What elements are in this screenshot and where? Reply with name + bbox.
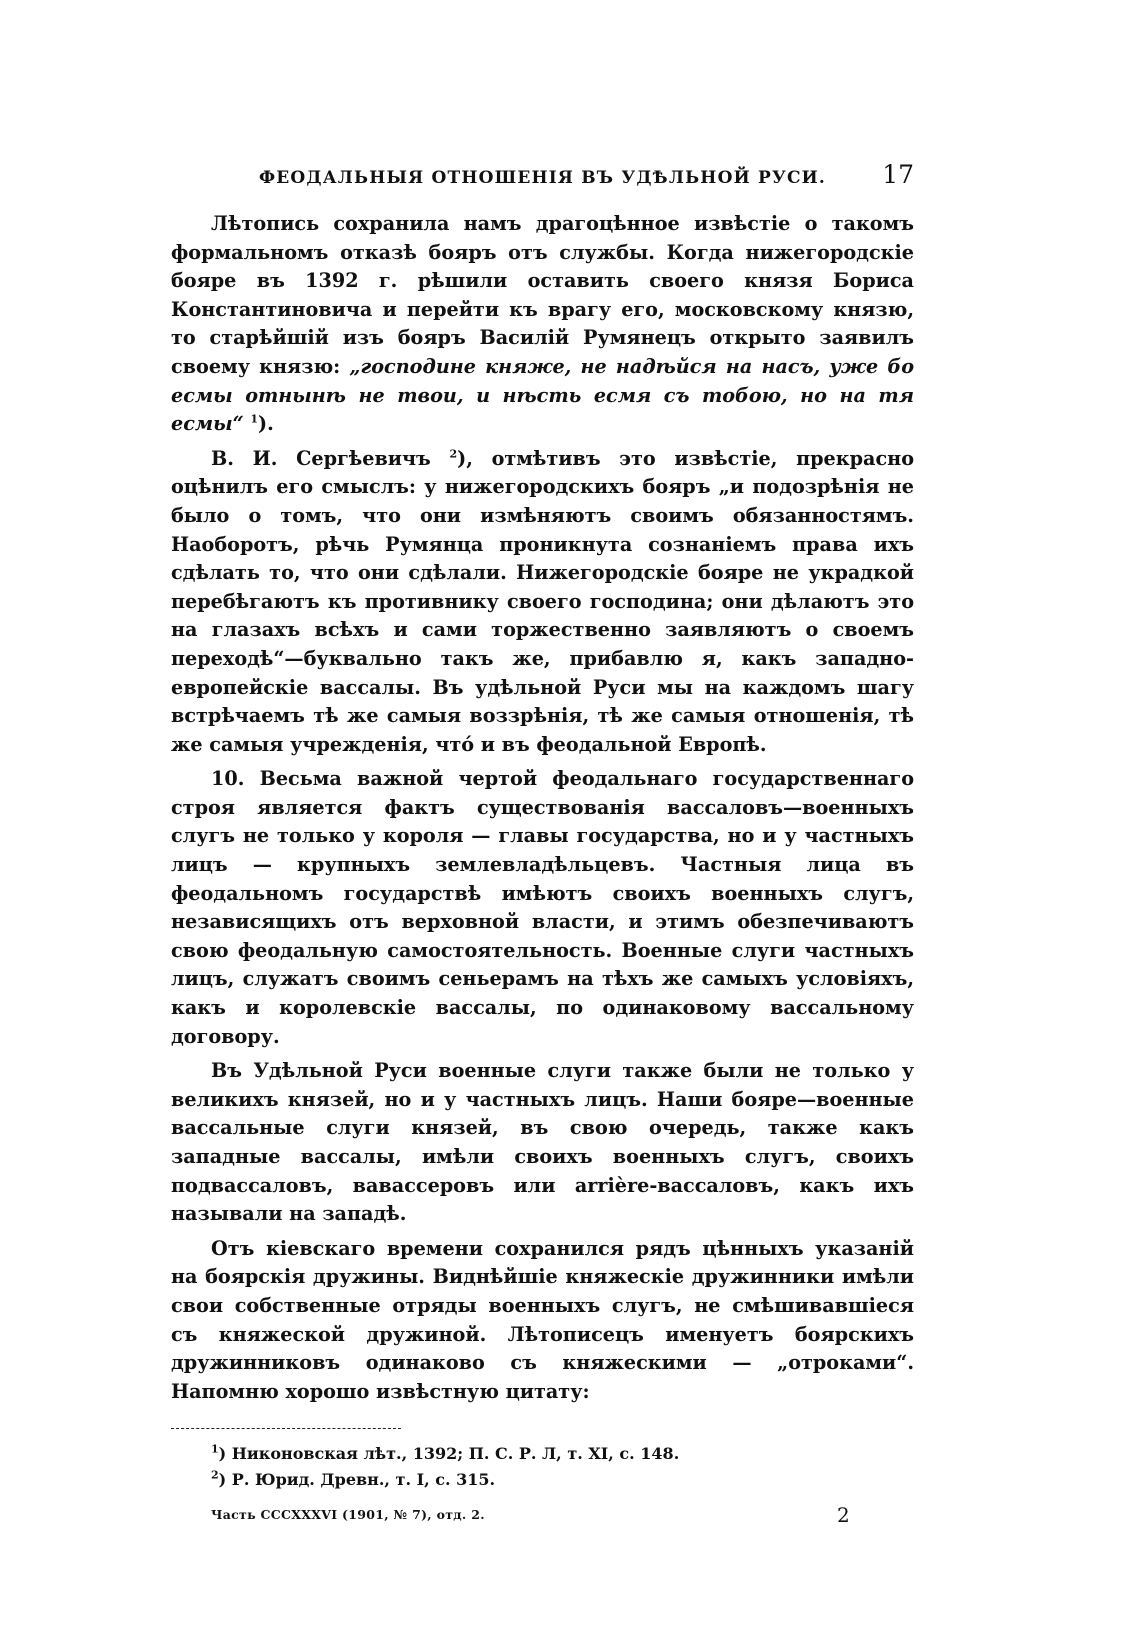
- book-page: [171, 160, 914, 1529]
- printer-signature: Часть CCCXXXVI (1901, № 7), отд. 2.: [211, 1507, 485, 1523]
- page-number: 17: [882, 160, 914, 189]
- paragraph-chronicle: [171, 210, 914, 439]
- signature-line: [171, 1503, 914, 1529]
- boyar-quote: „господине княже, не надѣйся на насъ, уже бо есмы отнынѣ не твои, и нѣсть есмя съ тобою, но на тя есмы“: [171, 354, 914, 436]
- footnote-ref-2: 2: [449, 447, 458, 461]
- paragraph-sergeevich-lead: В. И. Сергѣевичъ: [211, 446, 450, 470]
- footnote-text-2: ) Р. Юрид. Древн., т. I, с. 315.: [218, 1470, 496, 1490]
- footnote-text-1: ) Никоновская лѣт., 1392; П. С. Р. Л, т. XI, с. 148.: [218, 1444, 680, 1464]
- page-header: [171, 160, 914, 204]
- footnote-divider: [171, 1428, 401, 1429]
- footnote-mark-1: 1: [211, 1443, 219, 1457]
- paragraph-section-10: 10. Весьма важной чертой феодальнаго государственнаго строя является фактъ существованія вассаловъ—военныхъ слугъ не только у короля — главы государства, но и у частныхъ лицъ — крупныхъ землевладѣльцевъ. Частныя лица въ феодальномъ государствѣ имѣютъ своихъ военныхъ слугъ, независящихъ отъ верховной власти, и этимъ обезпечиваютъ свою феодальную самостоятельность. Военные слуги частныхъ лицъ, служатъ своимъ сеньерамъ на тѣхъ же самыхъ условіяхъ, какъ и королевскіе вассалы, по одинаковому вассальному договору.: [171, 767, 914, 1048]
- body-text: [171, 210, 914, 1406]
- footnote-1: [211, 1441, 914, 1467]
- footnote-mark-2: 2: [211, 1469, 219, 1483]
- paragraph-chronicle-end: ).: [258, 412, 274, 436]
- paragraph-kievan-period: Отъ кіевскаго времени сохранился рядъ цѣнныхъ указаній на боярскія дружины. Виднѣйшіе княжескіе дружинники имѣли свои собственные отряды военныхъ слугъ, не смѣшивавшіеся съ княжеской дружиной. Лѣтописецъ именуетъ боярскихъ дружинниковъ одинаково съ княжескими — „отроками“. Напомню хорошо извѣстную цитату:: [171, 1236, 914, 1403]
- paragraph-appanage-rus: Въ Удѣльной Руси военные слуги также были не только у великихъ князей, но и у частныхъ лицъ. Наши бояре—военные вассальные слуги князей, въ свою очередь, также какъ западные вассалы, имѣли своихъ военныхъ слугъ, своихъ подвассаловъ, вавассеровъ или arrière-вассаловъ, какъ ихъ называли на западѣ.: [171, 1059, 914, 1226]
- footnote-ref-1: 1: [250, 412, 259, 426]
- sheet-number: 2: [837, 1503, 850, 1528]
- paragraph-sergeevich-text: ), отмѣтивъ это извѣстіе, прекрасно оцѣнилъ его смыслъ: у нижегородскихъ бояръ „и подозрѣнія не было о томъ, что они измѣняютъ своимъ обязанностямъ. Наоборотъ, рѣчь Румянца проникнута сознаніемъ права ихъ сдѣлать то, что они сдѣлали. Нижегородскіе бояре не украдкой перебѣгаютъ къ противнику своего господина; они дѣлаютъ это на глазахъ всѣхъ и сами торжественно заявляютъ о своемъ переходѣ“—буквально такъ же, прибавлю я, какъ западно-европейскіе вассалы. Въ удѣльной Руси мы на каждомъ шагу встрѣчаемъ тѣ же самыя воззрѣнія, тѣ же самыя отношенія, тѣ же самыя учрежденія, что́ и въ феодальной Европѣ.: [171, 446, 914, 756]
- footnote-2: [211, 1467, 914, 1493]
- paragraph-chronicle-text: Лѣтопись сохранила намъ драгоцѣнное извѣстіе о такомъ формальномъ отказѣ бояръ отъ службы. Когда нижегородскіе бояре въ 1392 г. рѣшили оставить своего князя Бориса Константиновича и перейти къ врагу его, московскому князю, то старѣйшій изъ бояръ Василій Румянецъ открыто заявилъ своему князю:: [171, 212, 914, 378]
- running-title: ФЕОДАЛЬНЫЯ ОТНОШЕНІЯ ВЪ УДѢЛЬНОЙ РУСИ.: [258, 168, 827, 188]
- paragraph-sergeevich: [171, 445, 914, 760]
